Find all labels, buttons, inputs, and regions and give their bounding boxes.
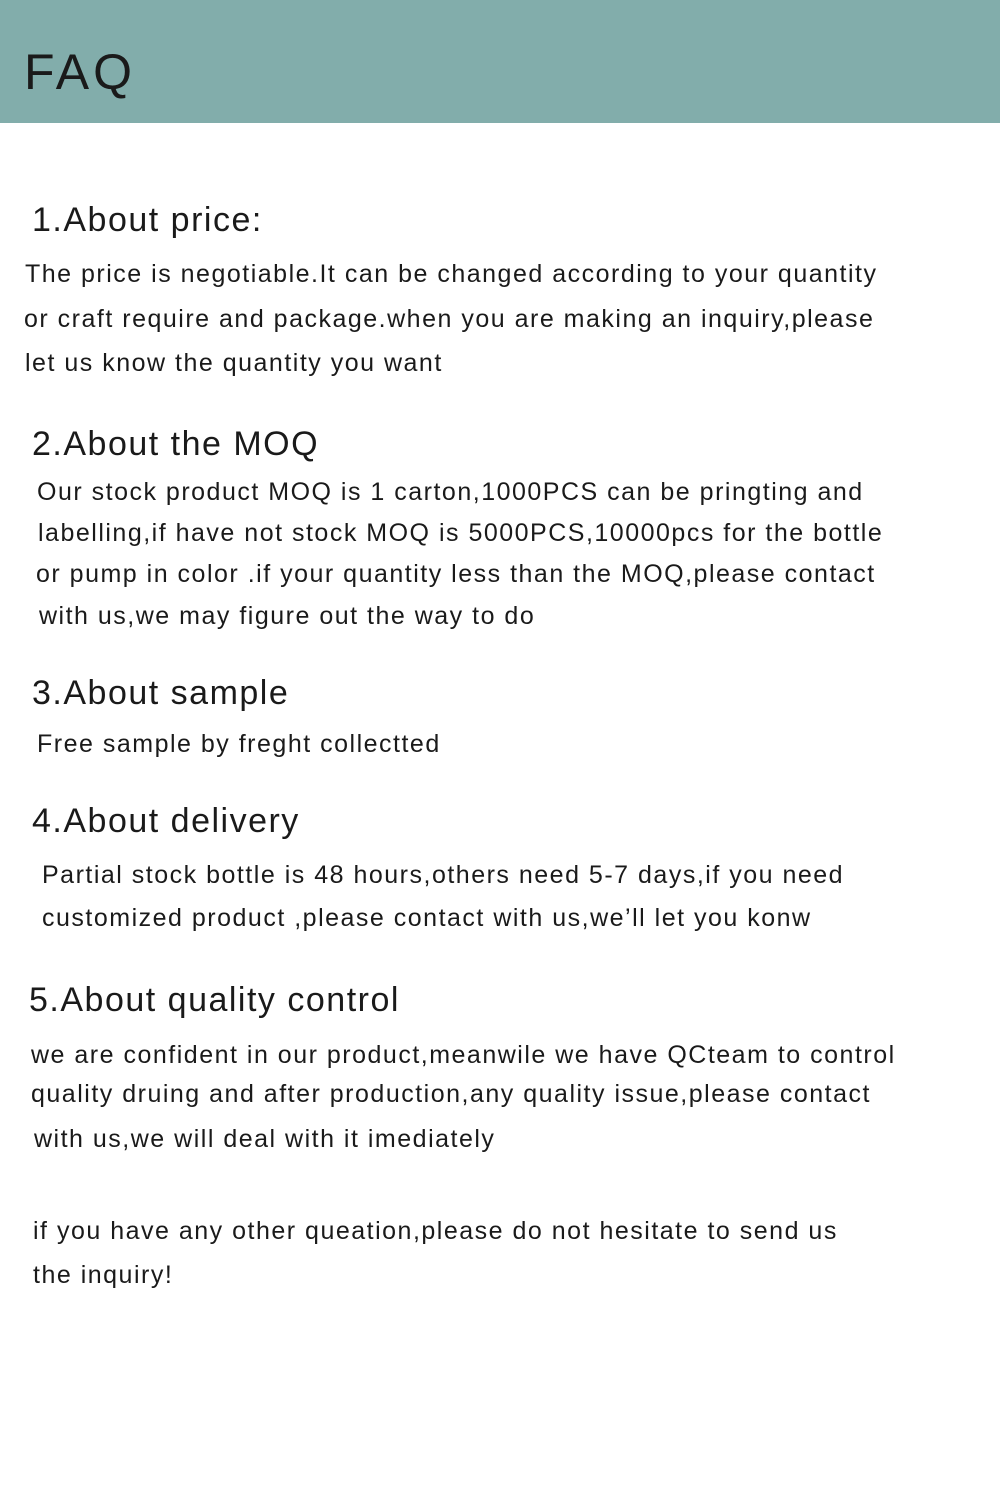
faq-header: [0, 0, 1000, 123]
section-text-line: labelling,if have not stock MOQ is 5000PCS,10000pcs for the bottle: [38, 519, 884, 547]
section-text-line: or pump in color .if your quantity less than the MOQ,please contact: [36, 560, 876, 588]
section-heading-sample: 3.About sample: [32, 674, 290, 712]
section-text-line: customized product ,please contact with us,we’ll let you konw: [42, 904, 812, 932]
section-text-line: Partial stock bottle is 48 hours,others need 5-7 days,if you need: [42, 861, 845, 889]
section-heading-moq: 2.About the MOQ: [32, 425, 320, 463]
section-text-line: Our stock product MOQ is 1 carton,1000PCS can be pringting and: [37, 478, 864, 506]
section-text-line: quality druing and after production,any quality issue,please contact: [31, 1080, 871, 1108]
section-heading-quality: 5.About quality control: [29, 981, 400, 1019]
closing-text-line: the inquiry!: [33, 1261, 174, 1289]
page-title: FAQ: [24, 44, 137, 100]
section-heading-delivery: 4.About delivery: [32, 802, 300, 840]
section-text-line: The price is negotiable.It can be changed according to your quantity: [25, 260, 878, 288]
closing-text-line: if you have any other queation,please do not hesitate to send us: [33, 1217, 838, 1245]
section-text-line: Free sample by freght collectted: [37, 730, 441, 758]
section-text-line: with us,we may figure out the way to do: [39, 602, 536, 630]
section-text-line: or craft require and package.when you are making an inquiry,please: [24, 305, 875, 333]
section-heading-price: 1.About price:: [32, 201, 263, 239]
section-text-line: we are confident in our product,meanwile we have QCteam to control: [31, 1041, 896, 1069]
section-text-line: let us know the quantity you want: [25, 349, 443, 377]
section-text-line: with us,we will deal with it imediately: [34, 1125, 496, 1153]
